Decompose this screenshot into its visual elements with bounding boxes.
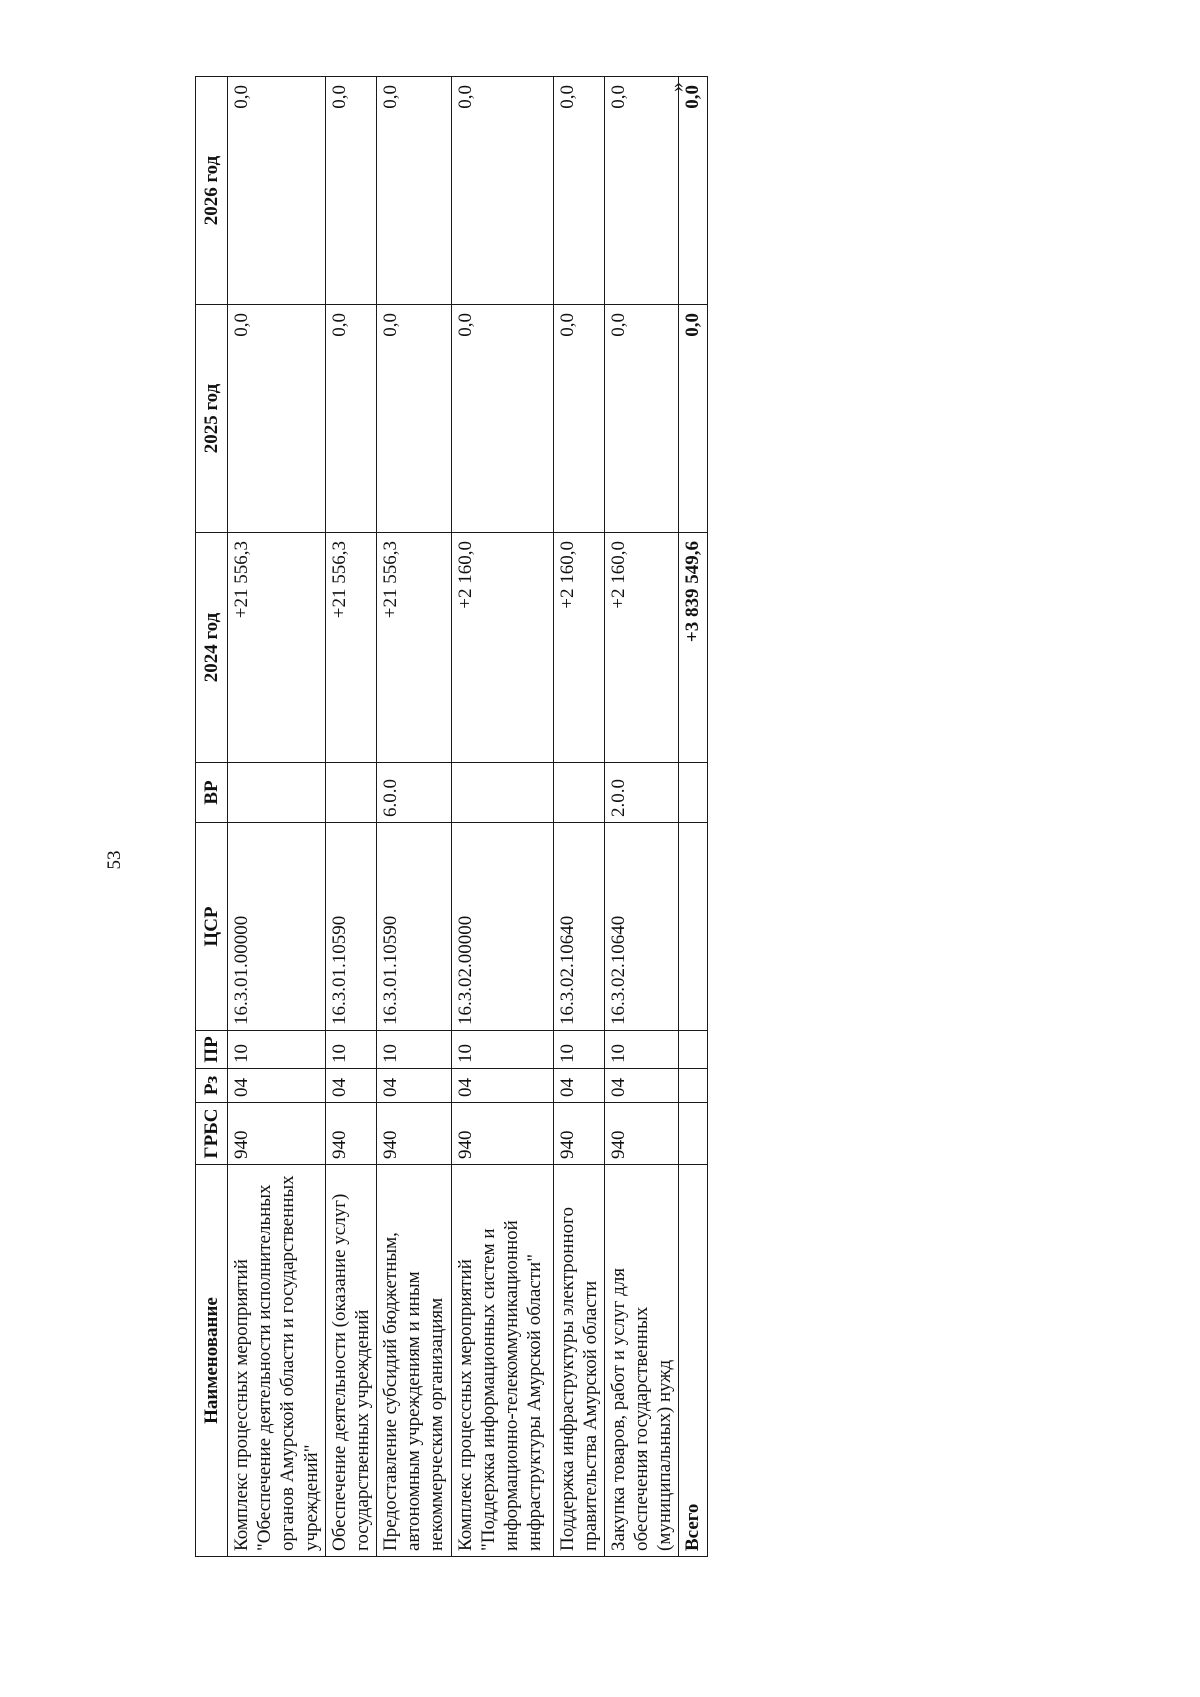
cell-2025: 0,0	[553, 305, 604, 533]
table-row	[377, 77, 452, 1557]
table-row	[451, 77, 553, 1557]
cell-vr	[325, 763, 376, 823]
cell-2024: +2 160,0	[451, 533, 553, 763]
cell-2024: +21 556,3	[325, 533, 376, 763]
cell-csr: 16.3.01.10590	[377, 823, 452, 1031]
cell-grbs: 940	[325, 1103, 376, 1165]
cell-vr: 6.0.0	[377, 763, 452, 823]
cell-csr: 16.3.02.10640	[604, 823, 679, 1031]
cell-vr: 2.0.0	[604, 763, 679, 823]
cell-grbs: 940	[228, 1103, 326, 1165]
budget-table-container	[195, 77, 704, 1557]
cell-rz: 04	[553, 1069, 604, 1103]
cell-2025: 0,0	[377, 305, 452, 533]
cell-pr: 10	[451, 1031, 553, 1069]
cell-rz: 04	[451, 1069, 553, 1103]
header-grbs: ГРБС	[196, 1103, 228, 1165]
cell-name: Обеспечение деятельности (оказание услуг) государственных учреждений	[325, 1165, 376, 1557]
header-pr: ПР	[196, 1031, 228, 1069]
cell-csr: 16.3.01.00000	[228, 823, 326, 1031]
header-2025: 2025 год	[196, 305, 228, 533]
cell-2024: +2 160,0	[604, 533, 679, 763]
cell-pr: 10	[604, 1031, 679, 1069]
cell-2025: 0,0	[451, 305, 553, 533]
cell-2026: 0,0	[325, 77, 376, 305]
cell-2026: 0,0	[553, 77, 604, 305]
header-2024: 2024 год	[196, 533, 228, 763]
cell-pr: 10	[325, 1031, 376, 1069]
cell-grbs: 940	[377, 1103, 452, 1165]
header-2026: 2026 год	[196, 77, 228, 305]
cell-name: Комплекс процессных мероприятий "Обеспечение деятельности исполнительных органов Амурской области и государственных учреждений"	[228, 1165, 326, 1557]
cell-rz: 04	[325, 1069, 376, 1103]
cell-2025: 0,0	[604, 305, 679, 533]
cell-2025: 0,0	[325, 305, 376, 533]
cell-2024: +2 160,0	[553, 533, 604, 763]
cell-grbs: 940	[553, 1103, 604, 1165]
cell-name: Предоставление субсидий бюджетным, автономным учреждениям и иным некоммерческим организациям	[377, 1165, 452, 1557]
header-name: Наименование	[196, 1165, 228, 1557]
cell-empty	[679, 763, 708, 823]
table-row	[325, 77, 376, 1557]
cell-2025: 0,0	[228, 305, 326, 533]
cell-empty	[679, 1069, 708, 1103]
cell-2026: 0,0	[451, 77, 553, 305]
table-row	[604, 77, 679, 1557]
cell-vr	[451, 763, 553, 823]
cell-pr: 10	[377, 1031, 452, 1069]
cell-rz: 04	[604, 1069, 679, 1103]
cell-name: Закупка товаров, работ и услуг для обеспечения государственных (муниципальных) нужд	[604, 1165, 679, 1557]
header-rz: Рз	[196, 1069, 228, 1103]
budget-table	[195, 76, 708, 1557]
cell-empty	[679, 1031, 708, 1069]
cell-2026: 0,0	[228, 77, 326, 305]
table-row	[553, 77, 604, 1557]
cell-vr	[553, 763, 604, 823]
cell-name: Комплекс процессных мероприятий "Поддержка информационных систем и информационно-телекоммуникационной инфраструктуры Амурской области"	[451, 1165, 553, 1557]
cell-pr: 10	[228, 1031, 326, 1069]
table-header-row	[196, 77, 228, 1557]
total-2026: 0,0	[679, 77, 708, 305]
cell-2026: 0,0	[604, 77, 679, 305]
cell-csr: 16.3.02.00000	[451, 823, 553, 1031]
cell-pr: 10	[553, 1031, 604, 1069]
page-number: 53	[104, 850, 125, 870]
cell-name: Поддержка инфраструктуры электронного правительства Амурской области	[553, 1165, 604, 1557]
cell-2026: 0,0	[377, 77, 452, 305]
cell-empty	[679, 1103, 708, 1165]
cell-rz: 04	[377, 1069, 452, 1103]
cell-csr: 16.3.01.10590	[325, 823, 376, 1031]
closing-quote-mark: »	[666, 82, 688, 92]
cell-csr: 16.3.02.10640	[553, 823, 604, 1031]
total-2025: 0,0	[679, 305, 708, 533]
header-csr: ЦСР	[196, 823, 228, 1031]
cell-grbs: 940	[604, 1103, 679, 1165]
table-row	[228, 77, 326, 1557]
header-vr: ВР	[196, 763, 228, 823]
cell-empty	[679, 823, 708, 1031]
table-total-row	[679, 77, 708, 1557]
total-2024: +3 839 549,6	[679, 533, 708, 763]
cell-vr	[228, 763, 326, 823]
cell-rz: 04	[228, 1069, 326, 1103]
cell-2024: +21 556,3	[377, 533, 452, 763]
cell-2024: +21 556,3	[228, 533, 326, 763]
cell-grbs: 940	[451, 1103, 553, 1165]
total-label: Всего	[679, 1165, 708, 1557]
